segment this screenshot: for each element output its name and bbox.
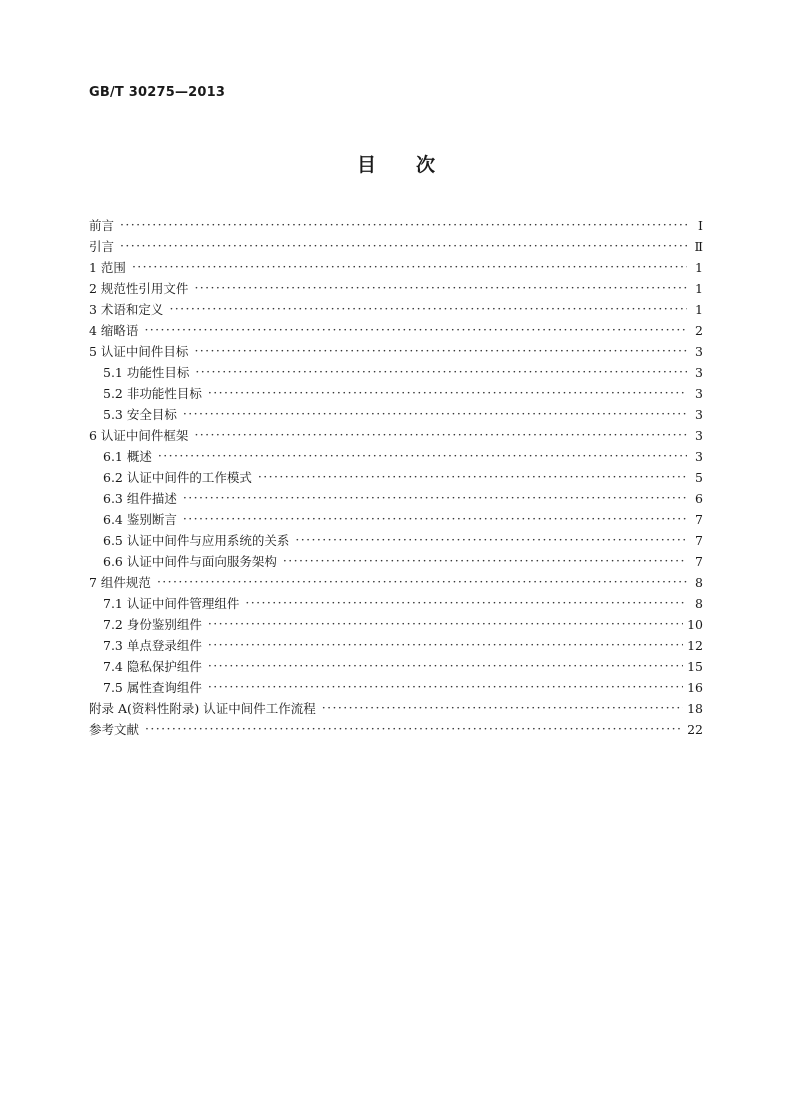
toc-entry-label: 5.3 安全目标 [103,407,177,422]
toc-entry-page: 7 [695,554,703,569]
dot-leader [194,343,687,356]
toc-entry-label: 6 认证中间件框架 [89,428,189,443]
dot-leader [183,511,687,524]
dot-leader [145,721,683,734]
toc-entry-page: 1 [695,281,703,296]
toc-entry[interactable] [89,216,703,237]
toc-entry-label: 7.1 认证中间件管理组件 [103,596,240,611]
toc-entry[interactable] [89,384,703,405]
toc-entry-label: 6.5 认证中间件与应用系统的关系 [103,533,290,548]
toc-entry[interactable] [89,594,703,615]
dot-leader [120,238,687,251]
toc-entry[interactable] [89,342,703,363]
toc-entry-label: 4 缩略语 [89,323,139,338]
toc-entry[interactable] [89,531,703,552]
dot-leader [322,700,683,713]
dot-leader [183,406,687,419]
toc-entry-page: 3 [695,365,703,380]
dot-leader [120,217,687,230]
toc-entry[interactable] [89,237,703,258]
dot-leader [208,679,683,692]
dot-leader [144,322,687,335]
dot-leader [208,658,683,671]
toc-entry-label: 前言 [89,218,115,233]
dot-leader [208,385,687,398]
dot-leader [194,280,687,293]
dot-leader [158,448,687,461]
toc-entry-page: 1 [695,260,703,275]
toc-entry-page: 18 [687,701,703,716]
dot-leader [183,490,687,503]
toc-entry[interactable] [89,615,703,636]
dot-leader [258,469,687,482]
toc-entry[interactable] [89,363,703,384]
toc-entry-label: 5 认证中间件目标 [89,344,189,359]
toc-entry-page: 6 [695,491,703,506]
toc-entry-page: 3 [695,386,703,401]
toc-entry-label: 6.1 概述 [103,449,152,464]
document-code: GB/T 30275—2013 [89,85,226,100]
toc-entry[interactable] [89,405,703,426]
toc-entry-label: 7 组件规范 [89,575,151,590]
toc-entry-page: 3 [695,428,703,443]
page-title: 目次 [356,154,475,176]
toc-entry-page: 12 [687,638,703,653]
toc-entry-label: 参考文献 [89,722,140,737]
dot-leader [132,259,687,272]
toc-entry-label: 5.2 非功能性目标 [103,386,202,401]
dot-leader [295,532,687,545]
toc-entry-label: 6.6 认证中间件与面向服务架构 [103,554,277,569]
toc-entry[interactable] [89,552,703,573]
toc-entry-label: 5.1 功能性目标 [103,365,190,380]
toc-entry-label: 附录 A(资料性附录) 认证中间件工作流程 [89,701,316,716]
toc-entry-page: 3 [695,344,703,359]
toc-entry-page: Ⅰ [698,218,703,233]
toc-entry-page: 3 [695,407,703,422]
toc-entry[interactable] [89,573,703,594]
toc-entry[interactable] [89,447,703,468]
toc-entry-page: 2 [695,323,703,338]
toc-entry-page: 5 [695,470,703,485]
toc-entry[interactable] [89,300,703,321]
dot-leader [245,595,687,608]
toc-entry-label: 6.2 认证中间件的工作模式 [103,470,252,485]
toc-entry[interactable] [89,657,703,678]
toc-entry-page: 7 [695,533,703,548]
toc-entry-label: 7.5 属性查询组件 [103,680,202,695]
toc-entry-page: 8 [695,596,703,611]
toc-entry-label: 6.4 鉴别断言 [103,512,177,527]
toc-entry-page: 15 [687,659,703,674]
dot-leader [283,553,687,566]
toc-entry[interactable] [89,279,703,300]
toc-entry-label: 7.4 隐私保护组件 [103,659,202,674]
toc-entry-page: 22 [687,722,703,737]
toc-entry-label: 2 规范性引用文件 [89,281,189,296]
toc-entry-label: 6.3 组件描述 [103,491,177,506]
toc-entry[interactable] [89,321,703,342]
dot-leader [208,616,683,629]
dot-leader [194,427,687,440]
toc-entry[interactable] [89,636,703,657]
toc-entry[interactable] [89,468,703,489]
toc-entry-page: 7 [695,512,703,527]
dot-leader [195,364,687,377]
toc-entry-page: 8 [695,575,703,590]
toc-entry[interactable] [89,720,703,741]
toc-entry-label: 1 范围 [89,260,126,275]
toc-entry-page: 16 [687,680,703,695]
toc-entry[interactable] [89,426,703,447]
toc-entry[interactable] [89,258,703,279]
toc-entry-page: Ⅱ [694,239,703,254]
toc-entry-label: 3 术语和定义 [89,302,164,317]
toc-entry[interactable] [89,489,703,510]
toc-entry[interactable] [89,510,703,531]
dot-leader [157,574,687,587]
toc-entry-label: 7.3 单点登录组件 [103,638,202,653]
toc-entry-page: 3 [695,449,703,464]
toc-entry[interactable] [89,699,703,720]
toc-entry-label: 7.2 身份鉴别组件 [103,617,202,632]
toc-entry-label: 引言 [89,239,115,254]
table-of-contents [89,216,703,741]
dot-leader [169,301,687,314]
toc-entry-page: 10 [687,617,703,632]
toc-entry[interactable] [89,678,703,699]
dot-leader [208,637,683,650]
toc-entry-page: 1 [695,302,703,317]
